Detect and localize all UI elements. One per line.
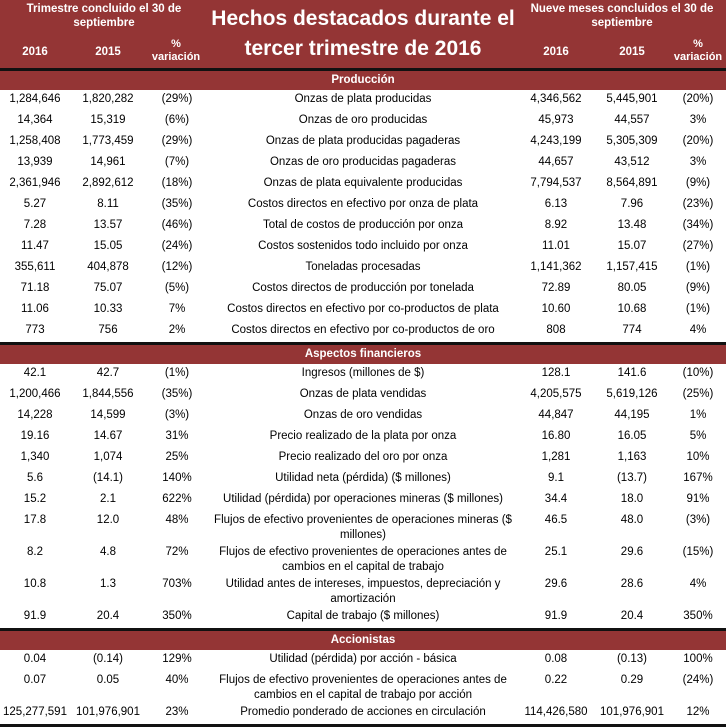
ninemonth-variation-cell: (20%)	[682, 135, 714, 147]
table-row	[0, 258, 726, 279]
ninemonth-2015-cell: 28.6	[620, 578, 644, 590]
ninemonth-2015-cell: 101,976,901	[600, 706, 664, 718]
ninemonth-variation-cell: (20%)	[682, 93, 714, 105]
ninemonth-year-2015: 2015	[619, 46, 645, 58]
quarter-2016-cell: 42.1	[23, 367, 47, 379]
quarter-2015-cell: 20.4	[96, 610, 120, 622]
metric-label: Onzas de plata equivalente producidas	[263, 177, 463, 189]
metric-label: Ingresos (millones de $)	[301, 367, 425, 379]
quarter-2015-cell: 12.0	[96, 514, 120, 526]
ninemonth-2016-cell: 1,141,362	[530, 261, 582, 273]
quarter-2015-cell: 1,820,282	[82, 93, 134, 105]
table-row	[0, 90, 726, 111]
quarter-2016-cell: 7.28	[23, 219, 47, 231]
ninemonth-variation-cell: 10%	[686, 451, 710, 463]
quarter-2015-cell: 75.07	[93, 282, 123, 294]
ninemonth-variation-cell: (1%)	[685, 261, 711, 273]
metric-label: Utilidad neta (pérdida) ($ millones)	[275, 472, 451, 484]
ninemonth-2016-cell: 34.4	[544, 493, 568, 505]
quarter-variation-cell: (12%)	[161, 261, 193, 273]
metric-label: Costos directos en efectivo por co-productos de plata	[227, 303, 499, 315]
quarter-2015-cell: 4.8	[100, 546, 116, 558]
ninemonth-2015-cell: 5,305,309	[606, 135, 658, 147]
quarter-variation-cell: (6%)	[164, 114, 190, 126]
metric-label: Utilidad (pérdida) por operaciones mineras ($ millones)	[223, 493, 503, 505]
table-row	[0, 703, 726, 724]
table-header	[0, 0, 726, 68]
metric-label: Utilidad antes de intereses, impuestos, depreciación y amortización	[225, 578, 501, 605]
ninemonth-2015-cell: 16.05	[617, 430, 647, 442]
quarter-2016-cell: 11.06	[21, 303, 49, 315]
table-row	[0, 132, 726, 153]
ninemonth-2016-cell: 46.5	[544, 514, 568, 526]
table-row	[0, 406, 726, 427]
quarter-variation-cell: 703%	[162, 578, 192, 590]
quarter-variation-cell: 40%	[165, 674, 189, 686]
quarter-2015-cell: 1,074	[93, 451, 123, 463]
table-row	[0, 575, 726, 607]
quarter-variation-cell: 31%	[165, 430, 189, 442]
quarter-group-header	[0, 2, 208, 30]
ninemonth-2016-cell: 128.1	[541, 367, 571, 379]
ninemonth-variation-cell: (27%)	[682, 240, 714, 252]
table-row	[0, 174, 726, 195]
metric-label: Onzas de plata producidas	[294, 93, 432, 105]
section-header: Accionistas	[0, 631, 726, 650]
quarter-2015-cell: 1.3	[100, 578, 116, 590]
ninemonth-2015-cell: 1,157,415	[606, 261, 658, 273]
title-line2: tercer trimestre de 2016	[244, 37, 482, 60]
quarter-variation-cell: 48%	[165, 514, 189, 526]
table-row	[0, 237, 726, 258]
ninemonth-2015-cell: 29.6	[620, 546, 644, 558]
section-table	[0, 90, 726, 342]
quarter-variation-cell: 129%	[162, 653, 192, 665]
ninemonth-2016-cell: 29.6	[544, 578, 568, 590]
table-row	[0, 300, 726, 321]
quarter-2016-cell: 13,939	[17, 156, 53, 168]
ninemonth-2015-cell: 48.0	[620, 514, 644, 526]
table-row	[0, 321, 726, 342]
quarter-variation-cell: (7%)	[164, 156, 190, 168]
quarter-2015-cell: 42.7	[96, 367, 120, 379]
metric-label: Toneladas procesadas	[305, 261, 421, 273]
ninemonth-group-header	[518, 2, 726, 30]
metric-label: Utilidad (pérdida) por acción - básica	[269, 653, 457, 665]
ninemonth-2015-cell: (13.7)	[616, 472, 648, 484]
metric-label: Costos directos en efectivo por onza de plata	[247, 198, 479, 210]
var-pct: %	[171, 38, 181, 50]
ninemonth-variation-cell: 5%	[689, 430, 707, 442]
ninemonth-2015-cell: 44,557	[614, 114, 650, 126]
metric-label: Onzas de oro producidas	[298, 114, 428, 126]
ninemonth-2015-cell: 7.96	[620, 198, 644, 210]
quarter-2016-cell: 5.6	[27, 472, 43, 484]
metric-label: Total de costos de producción por onza	[262, 219, 464, 231]
quarter-variation-cell: (29%)	[161, 135, 193, 147]
ninemonth-2016-cell: 10.60	[541, 303, 571, 315]
ninemonth-group-line2: septiembre	[591, 17, 653, 29]
quarter-2016-cell: 17.8	[23, 514, 47, 526]
ninemonth-2016-cell: 44,847	[538, 409, 574, 421]
quarter-2016-cell: 1,200,466	[9, 388, 61, 400]
table-row	[0, 448, 726, 469]
table-row	[0, 671, 726, 703]
quarter-group-line2: septiembre	[73, 17, 135, 29]
table-row	[0, 385, 726, 406]
ninemonth-variation-cell: (3%)	[685, 514, 711, 526]
table-row	[0, 469, 726, 490]
table-row	[0, 279, 726, 300]
ninemonth-2016-cell: 6.13	[544, 198, 568, 210]
page-title	[208, 4, 518, 64]
ninemonth-variation-cell: 4%	[689, 578, 707, 590]
quarter-2016-cell: 0.04	[23, 653, 47, 665]
section-table	[0, 650, 726, 724]
ninemonth-2015-cell: 43,512	[614, 156, 650, 168]
table-row	[0, 650, 726, 671]
table-row	[0, 490, 726, 511]
metric-label: Promedio ponderado de acciones en circulación	[240, 706, 486, 718]
ninemonth-2016-cell: 11.01	[542, 240, 570, 252]
ninemonth-2016-cell: 8.92	[544, 219, 568, 231]
ninemonth-2016-cell: 9.1	[548, 472, 564, 484]
quarter-2015-cell: 13.57	[93, 219, 123, 231]
quarter-year-2016: 2016	[22, 46, 48, 58]
metric-label: Costos sostenidos todo incluido por onza	[258, 240, 468, 252]
ninemonth-2016-cell: 7,794,537	[530, 177, 582, 189]
quarter-variation-cell: (5%)	[164, 282, 190, 294]
quarter-variation-cell: (46%)	[161, 219, 193, 231]
quarter-2016-cell: 91.9	[23, 610, 47, 622]
quarter-2015-cell: 101,976,901	[76, 706, 140, 718]
title-line1: Hechos destacados durante el	[211, 7, 515, 30]
ninemonth-group-line1: Nueve meses concluidos el 30 de	[530, 3, 714, 15]
ninemonth-2015-cell: 8,564,891	[606, 177, 658, 189]
quarter-year-2015: 2015	[95, 46, 121, 58]
table-row	[0, 195, 726, 216]
metric-label: Capital de trabajo ($ millones)	[286, 610, 440, 622]
quarter-variation-cell: 622%	[162, 493, 192, 505]
quarter-2015-cell: 2.1	[100, 493, 116, 505]
ninemonth-2015-cell: 5,445,901	[606, 93, 658, 105]
ninemonth-variation-cell: (9%)	[685, 282, 711, 294]
table-row	[0, 364, 726, 385]
table-row	[0, 216, 726, 237]
table-row	[0, 607, 726, 628]
ninemonth-2016-cell: 4,205,575	[530, 388, 582, 400]
ninemonth-variation-cell: (10%)	[682, 367, 714, 379]
quarter-2015-cell: 756	[98, 324, 118, 336]
ninemonth-variation-cell: 91%	[686, 493, 710, 505]
metric-label: Onzas de oro vendidas	[303, 409, 423, 421]
metric-label: Flujos de efectivo provenientes de operaciones mineras ($ millones)	[214, 514, 512, 541]
quarter-2015-cell: 2,892,612	[82, 177, 134, 189]
ninemonth-variation-cell: 167%	[683, 472, 713, 484]
quarter-2016-cell: 71.18	[20, 282, 50, 294]
table-row	[0, 111, 726, 132]
quarter-2016-cell: 1,284,646	[9, 93, 61, 105]
ninemonth-2016-cell: 0.22	[544, 674, 568, 686]
metric-label: Onzas de oro producidas pagaderas	[269, 156, 457, 168]
quarter-2015-cell: 10.33	[93, 303, 123, 315]
ninemonth-2016-cell: 72.89	[541, 282, 571, 294]
ninemonth-variation-cell: 3%	[689, 156, 707, 168]
quarter-2016-cell: 14,364	[17, 114, 53, 126]
quarter-2015-cell: 0.05	[96, 674, 120, 686]
quarter-variation-cell: 350%	[162, 610, 192, 622]
quarter-2016-cell: 1,340	[20, 451, 50, 463]
ninemonth-2016-cell: 4,346,562	[530, 93, 582, 105]
quarter-variation-cell: (24%)	[161, 240, 193, 252]
ninemonth-2016-cell: 44,657	[538, 156, 574, 168]
quarter-2015-cell: 1,844,556	[82, 388, 134, 400]
quarter-2016-cell: 10.8	[23, 578, 47, 590]
ninemonth-2016-cell: 1,281	[541, 451, 571, 463]
ninemonth-variation-cell: (9%)	[685, 177, 711, 189]
metric-label: Costos directos de producción por tonelada	[252, 282, 474, 294]
ninemonth-variation-cell: 3%	[689, 114, 707, 126]
ninemonth-variation-cell: (23%)	[682, 198, 714, 210]
ninemonth-2016-cell: 4,243,199	[530, 135, 582, 147]
quarter-variation-cell: 23%	[165, 706, 189, 718]
ninemonth-2015-cell: 44,195	[614, 409, 650, 421]
quarter-2016-cell: 11.47	[21, 240, 49, 252]
quarter-2016-cell: 8.2	[27, 546, 43, 558]
ninemonth-2015-cell: 0.29	[620, 674, 644, 686]
ninemonth-2016-cell: 0.08	[544, 653, 568, 665]
ninemonth-2015-cell: 1,163	[617, 451, 647, 463]
quarter-2016-cell: 125,277,591	[3, 706, 67, 718]
ninemonth-variation-cell: (1%)	[685, 303, 711, 315]
metric-label: Flujos de efectivo provenientes de operaciones antes de cambios en el capital de trabajo por acción	[219, 674, 507, 701]
quarter-variation-cell: (35%)	[161, 388, 193, 400]
metric-label: Precio realizado del oro por onza	[278, 451, 448, 463]
quarter-variation-header	[146, 38, 206, 64]
quarter-variation-cell: (35%)	[161, 198, 193, 210]
section-header: Aspectos financieros	[0, 345, 726, 364]
ninemonth-variation-cell: (25%)	[682, 388, 714, 400]
table-row	[0, 153, 726, 174]
quarter-2015-cell: 404,878	[87, 261, 129, 273]
var-label: variación	[673, 51, 723, 63]
metric-label: Precio realizado de la plata por onza	[269, 430, 457, 442]
table-body	[0, 68, 726, 727]
ninemonth-variation-cell: (24%)	[682, 674, 714, 686]
quarter-group-line1: Trimestre concluido el 30 de	[26, 3, 182, 15]
ninemonth-2015-cell: 13.48	[617, 219, 647, 231]
quarter-variation-cell: 2%	[168, 324, 186, 336]
ninemonth-2016-cell: 91.9	[544, 610, 568, 622]
quarter-2016-cell: 0.07	[23, 674, 47, 686]
ninemonth-year-2016: 2016	[543, 46, 569, 58]
quarter-2016-cell: 1,258,408	[9, 135, 61, 147]
ninemonth-variation-cell: 350%	[683, 610, 713, 622]
quarter-2016-cell: 5.27	[23, 198, 47, 210]
quarter-2015-cell: 14.67	[93, 430, 123, 442]
quarter-2015-cell: 1,773,459	[82, 135, 134, 147]
ninemonth-variation-cell: (15%)	[682, 546, 714, 558]
ninemonth-variation-cell: 4%	[689, 324, 707, 336]
quarter-variation-cell: (1%)	[164, 367, 190, 379]
quarter-2016-cell: 773	[25, 324, 45, 336]
quarter-2016-cell: 2,361,946	[9, 177, 61, 189]
quarter-variation-cell: 7%	[168, 303, 186, 315]
quarter-2015-cell: 15.05	[93, 240, 123, 252]
var-pct: %	[693, 38, 703, 50]
ninemonth-2015-cell: 20.4	[620, 610, 644, 622]
table-row	[0, 543, 726, 575]
quarter-variation-cell: (18%)	[161, 177, 193, 189]
ninemonth-2016-cell: 45,973	[538, 114, 574, 126]
quarter-variation-cell: (3%)	[164, 409, 190, 421]
section-table	[0, 364, 726, 628]
section-header: Producción	[0, 71, 726, 90]
ninemonth-2015-cell: 15.07	[617, 240, 647, 252]
ninemonth-2016-cell: 25.1	[544, 546, 568, 558]
metric-label: Flujos de efectivo provenientes de operaciones antes de cambios en el capital de trabajo	[219, 546, 507, 573]
quarter-variation-cell: 25%	[165, 451, 189, 463]
ninemonth-2015-cell: 80.05	[617, 282, 647, 294]
ninemonth-2015-cell: (0.13)	[616, 653, 648, 665]
ninemonth-2015-cell: 5,619,126	[606, 388, 658, 400]
quarter-2015-cell: 14,599	[90, 409, 126, 421]
ninemonth-2016-cell: 114,426,580	[524, 706, 588, 718]
ninemonth-variation-cell: 12%	[686, 706, 710, 718]
metric-label: Onzas de plata vendidas	[299, 388, 427, 400]
quarter-2016-cell: 14,228	[17, 409, 53, 421]
ninemonth-2015-cell: 18.0	[620, 493, 644, 505]
quarter-2016-cell: 15.2	[23, 493, 47, 505]
ninemonth-2015-cell: 141.6	[617, 367, 647, 379]
quarter-2015-cell: 8.11	[97, 198, 119, 210]
ninemonth-2015-cell: 10.68	[617, 303, 647, 315]
table-row	[0, 427, 726, 448]
ninemonth-variation-header	[668, 38, 726, 64]
metric-label: Onzas de plata producidas pagaderas	[265, 135, 461, 147]
quarter-variation-cell: 140%	[162, 472, 192, 484]
quarter-2016-cell: 19.16	[20, 430, 50, 442]
ninemonth-variation-cell: 1%	[689, 409, 707, 421]
quarter-variation-cell: (29%)	[161, 93, 193, 105]
table-row	[0, 511, 726, 543]
quarter-2015-cell: (0.14)	[92, 653, 124, 665]
var-label: variación	[151, 51, 201, 63]
metric-label: Costos directos en efectivo por co-productos de oro	[231, 324, 495, 336]
quarter-2015-cell: 15,319	[90, 114, 126, 126]
ninemonth-2015-cell: 774	[622, 324, 642, 336]
ninemonth-2016-cell: 16.80	[541, 430, 571, 442]
quarter-variation-cell: 72%	[165, 546, 189, 558]
ninemonth-variation-cell: 100%	[683, 653, 713, 665]
ninemonth-2016-cell: 808	[546, 324, 566, 336]
quarter-2015-cell: 14,961	[90, 156, 126, 168]
quarter-2015-cell: (14.1)	[92, 472, 124, 484]
ninemonth-variation-cell: (34%)	[682, 219, 714, 231]
quarter-2016-cell: 355,611	[14, 261, 56, 273]
